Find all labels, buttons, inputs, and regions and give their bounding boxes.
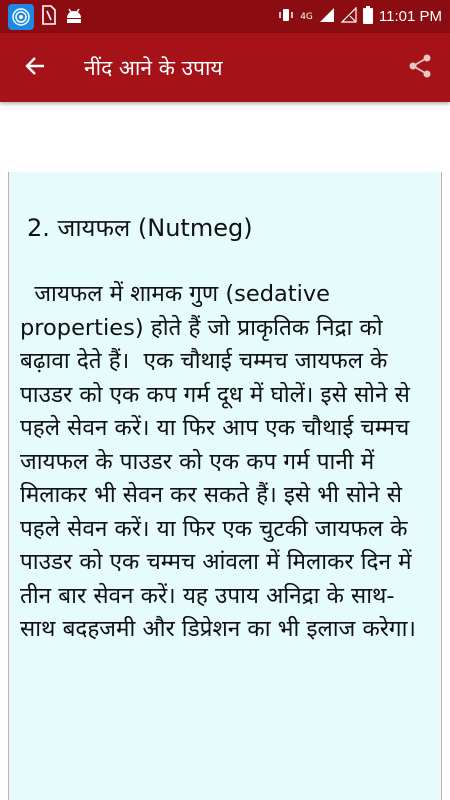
hotspot-notification-icon bbox=[8, 4, 34, 30]
sim-card-icon bbox=[42, 5, 56, 29]
vibrate-icon bbox=[278, 7, 294, 27]
no-sim-signal-icon bbox=[341, 7, 357, 27]
back-button[interactable] bbox=[0, 33, 70, 102]
status-time: 11:01 PM bbox=[378, 8, 442, 25]
article-card bbox=[8, 172, 442, 800]
share-icon bbox=[407, 53, 433, 83]
article-body: जायफल में शामक गुण (sedative properties) होते हैं जो प्राकृतिक निद्रा को बढ़ावा देते हैं। एक चौथाई चम्मच जायफल के पाउडर को एक कप गर्म दूध में घोलें। इसे सोने से पहले सेवन करें। या फिर आप एक चौथाई चम्मच जायफल के पाउडर को एक कप गर्म पानी में मिलाकर भी सेवन कर सकते हैं। इसे भी सोने से पहले सेवन करें। या फिर एक चुटकी जायफल के पाउडर को एक चम्मच आंवला में मिलाकर दिन में तीन बार सेवन करें। यह उपाय अनिद्रा के साथ-साथ बदहजमी और डिप्रेशन का भी इलाज करेगा। bbox=[20, 281, 419, 642]
arrow-back-icon bbox=[24, 55, 46, 81]
share-button[interactable] bbox=[390, 33, 450, 102]
network-type-label: 4G bbox=[300, 11, 313, 22]
signal-icon bbox=[319, 7, 335, 27]
status-bar bbox=[0, 0, 450, 33]
app-bar bbox=[0, 33, 450, 102]
android-debug-icon bbox=[64, 6, 84, 28]
battery-icon bbox=[363, 6, 373, 28]
article-heading: 2. जायफल (Nutmeg) bbox=[27, 214, 253, 242]
status-right-icons bbox=[278, 6, 442, 28]
page-title: नींद आने के उपाय bbox=[84, 55, 223, 80]
status-left-icons bbox=[8, 4, 84, 30]
